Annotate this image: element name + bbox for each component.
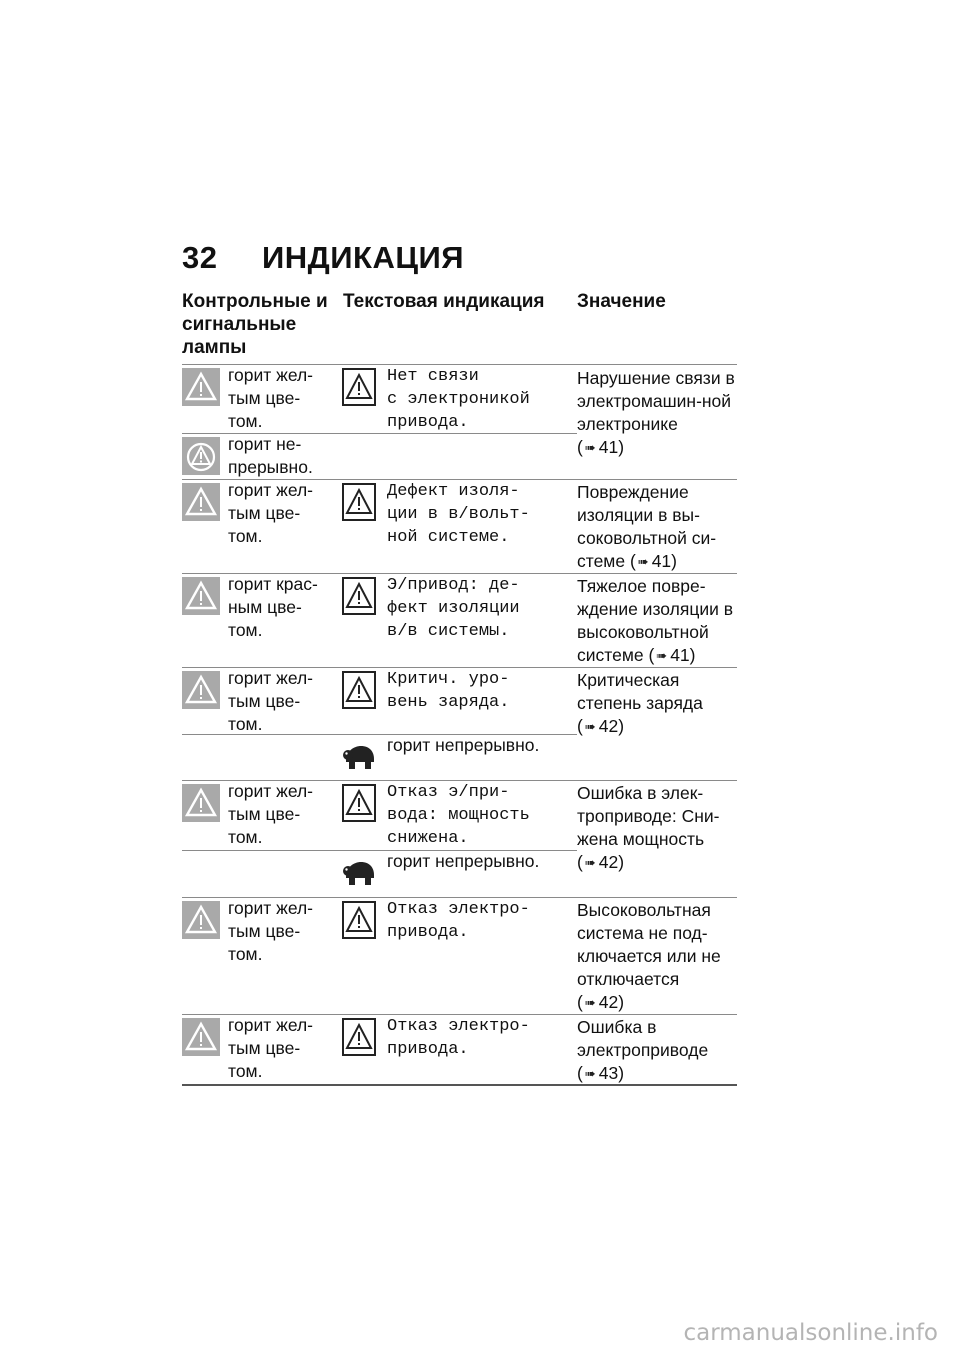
page-reference: 41) (598, 437, 625, 457)
display-text: Отказ электро- привода. (387, 900, 530, 942)
display-text: горит непрерывно. (387, 851, 540, 871)
page-reference: 43) (598, 1063, 625, 1083)
lamp-description: горит жел- тым цве- том. (228, 365, 314, 431)
lamp-description: горит жел- тым цве- том. (228, 1015, 314, 1081)
display-text: Отказ э/при- вода: мощность снижена. (387, 783, 530, 848)
meaning-text (577, 481, 742, 573)
column-header-lamps: Контрольные и сигнальные лампы (182, 291, 328, 358)
reference-open: ( (577, 437, 583, 457)
column-header-meaning: Значение (577, 291, 666, 312)
reference-open: ( (629, 551, 636, 571)
warning-triangle-outline-icon (342, 577, 376, 615)
warning-triangle-icon (182, 1018, 220, 1056)
lamp-description: горит не- прерывно. (228, 434, 313, 477)
meaning-text (577, 367, 742, 459)
meaning-text (577, 782, 742, 874)
warning-triangle-icon (182, 483, 220, 521)
turtle-icon (340, 853, 380, 893)
warning-triangle-outline-icon (342, 784, 376, 822)
warning-triangle-icon (182, 671, 220, 709)
column-header-text-display: Текстовая индикация (343, 291, 545, 312)
display-text: Нет связи с электроникой привода. (387, 367, 530, 432)
lamp-description: горит жел- тым цве- том. (228, 480, 314, 546)
reference-open: ( (577, 1063, 583, 1083)
meaning-description: Высоковольтная система не под-ключается или не отключается (577, 900, 721, 989)
page-title: ИНДИКАЦИЯ (262, 240, 465, 275)
reference-open: ( (577, 716, 583, 736)
page-reference: 41) (670, 645, 696, 665)
meaning-text (577, 899, 742, 1014)
page-number: 32 (182, 240, 218, 275)
page-reference: 42) (598, 716, 625, 736)
meaning-description: Тяжелое повре-ждение изоляции в высоковольтной системе (577, 576, 734, 665)
warning-triangle-outline-icon (342, 671, 376, 709)
circled-warning-icon (182, 437, 220, 475)
lamp-description: горит крас- ным цве- том. (228, 574, 318, 640)
warning-triangle-icon (182, 784, 220, 822)
reference-open: ( (577, 992, 583, 1012)
lamp-description: горит жел- тым цве- том. (228, 668, 314, 734)
warning-triangle-outline-icon (342, 368, 376, 406)
meaning-text (577, 575, 742, 667)
warning-triangle-outline-icon (342, 483, 376, 521)
lamp-description: горит жел- тым цве- том. (228, 781, 314, 847)
arrow-icon: ➠ (584, 1066, 596, 1081)
display-text: Отказ электро- привода. (387, 1017, 530, 1059)
warning-triangle-icon (182, 577, 220, 615)
meaning-text (577, 669, 742, 738)
arrow-icon: ➠ (637, 554, 649, 569)
warning-triangle-outline-icon (342, 1018, 376, 1056)
page-reference: 41) (651, 551, 677, 571)
warning-triangle-outline-icon (342, 901, 376, 939)
turtle-icon (340, 737, 380, 777)
meaning-description: Ошибка в элек-троприводе: Сни-жена мощность (577, 783, 720, 849)
display-text: Критич. уро- вень заряда. (387, 670, 510, 712)
arrow-icon: ➠ (584, 440, 596, 455)
page-heading (182, 240, 464, 276)
meaning-description: Повреждение изоляции в вы-соковольтной си-стеме (577, 482, 717, 571)
arrow-icon: ➠ (584, 855, 596, 870)
meaning-description: Ошибка в электроприводе (577, 1017, 709, 1060)
page-reference: 42) (598, 992, 625, 1012)
page-reference: 42) (598, 852, 625, 872)
display-text: Дефект изоля- ции в в/вольт- ной системе. (387, 482, 530, 547)
meaning-description: Критическая степень заряда (577, 670, 703, 713)
display-text: Э/привод: де- фект изоляции в/в системы. (387, 576, 520, 641)
warning-triangle-icon (182, 368, 220, 406)
reference-open: ( (577, 852, 583, 872)
lamp-description: горит жел- тым цве- том. (228, 898, 314, 964)
arrow-icon: ➠ (584, 995, 596, 1010)
reference-open: ( (648, 645, 655, 665)
display-text: горит непрерывно. (387, 735, 540, 755)
arrow-icon: ➠ (656, 648, 668, 663)
warning-triangle-icon (182, 901, 220, 939)
arrow-icon: ➠ (584, 719, 596, 734)
meaning-description: Нарушение связи в электромашин-ной электронике (577, 368, 735, 434)
watermark: carmanualsonline.info (683, 1320, 938, 1346)
meaning-text (577, 1016, 742, 1085)
